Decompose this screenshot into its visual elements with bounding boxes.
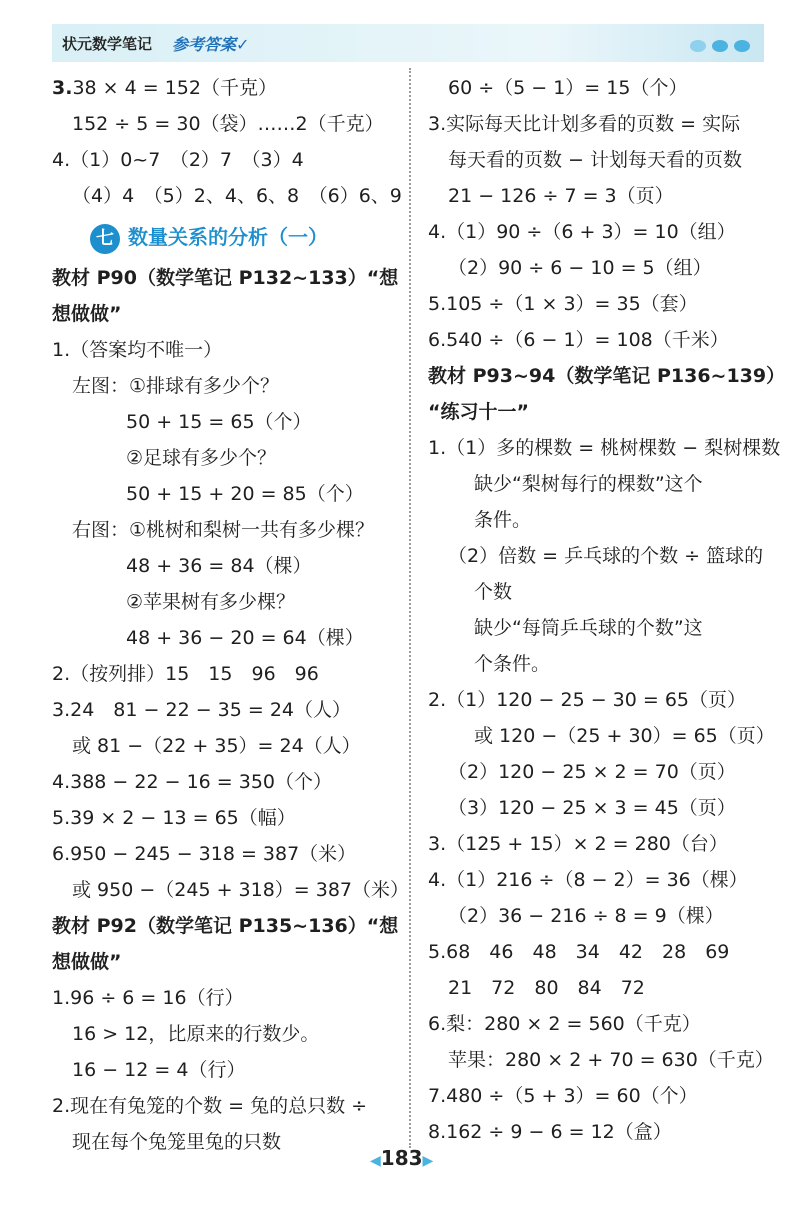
textbook-reference: “练习十一” [428, 401, 529, 423]
answer-line: 16 − 12 = 4（行） [72, 1059, 246, 1081]
answer-line: 右图：①桃树和梨树一共有多少棵？ [72, 519, 375, 541]
answer-line: 6.梨：280 × 2 = 560（千克） [428, 1013, 701, 1035]
page-number: ◀183▶ [370, 1146, 434, 1170]
textbook-reference: 教材 P93~94（数学笔记 P136~139） [428, 365, 786, 387]
answer-line: 5.39 × 2 − 13 = 65（幅） [52, 807, 296, 829]
answer-line: 6.540 ÷（6 − 1）= 108（千米） [428, 329, 729, 351]
answer-line: 7.480 ÷（5 + 3）= 60（个） [428, 1085, 698, 1107]
answer-line: 50 + 15 = 65（个） [126, 411, 312, 433]
answer-line: 个条件。 [474, 653, 551, 675]
answer-line: （2）120 − 25 × 2 = 70（页） [448, 761, 736, 783]
answer-line: 或 950 −（245 + 318）= 387（米） [72, 879, 410, 901]
answer-line: 缺少“每筒乒乓球的个数”这 [474, 617, 703, 639]
textbook-reference: 教材 P90（数学笔记 P132~133）“想 [52, 267, 399, 289]
answer-line: 3.实际每天比计划多看的页数 = 实际 [428, 113, 741, 135]
textbook-reference: 教材 P92（数学笔记 P135~136）“想 [52, 915, 399, 937]
answer-line: 2.现在有兔笼的个数 = 兔的总只数 ÷ [52, 1095, 368, 1117]
answer-label: 参考答案✓ [172, 35, 250, 54]
page-header [52, 24, 764, 62]
answer-line: 21 − 126 ÷ 7 = 3（页） [448, 185, 674, 207]
answer-line: 1.96 ÷ 6 = 16（行） [52, 987, 244, 1009]
answer-line: 2.（按列排）15 15 96 96 [52, 663, 319, 685]
answer-line: 4.388 − 22 − 16 = 350（个） [52, 771, 333, 793]
answer-line: （2）倍数 = 乒乓球的个数 ÷ 篮球的 [448, 545, 764, 567]
column-divider [409, 68, 411, 1148]
answer-line: 6.950 − 245 − 318 = 387（米） [52, 843, 357, 865]
answer-line: 个数 [474, 581, 513, 603]
answer-line: （4）4 （5）2、4、6、8 （6）6、9 [72, 185, 402, 207]
answer-line: 50 + 15 + 20 = 85（个） [126, 483, 364, 505]
answer-line: 条件。 [474, 509, 532, 531]
answer-line: 苹果：280 × 2 + 70 = 630（千克） [448, 1049, 774, 1071]
answer-line: 1.（1）多的棵数 = 桃树棵数 − 梨树棵数 [428, 437, 781, 459]
right-column [428, 70, 786, 1150]
answer-line: 3.38 × 4 = 152（千克） [52, 77, 277, 99]
decorative-dots [684, 37, 750, 56]
answer-line: 现在每个兔笼里兔的只数 [72, 1131, 282, 1153]
answer-line: 或 81 −（22 + 35）= 24（人） [72, 735, 361, 757]
answer-line: ②苹果树有多少棵？ [126, 591, 296, 613]
left-column [52, 70, 410, 1160]
answer-line: 1.（答案均不唯一） [52, 339, 223, 361]
section-number-badge: 七 [90, 224, 120, 254]
answer-line: 5.105 ÷（1 × 3）= 35（套） [428, 293, 698, 315]
answer-line: 3.24 81 − 22 − 35 = 24（人） [52, 699, 352, 721]
section-title: 七 数量关系的分析（一） [52, 214, 402, 260]
answer-line: 48 + 36 − 20 = 64（棵） [126, 627, 364, 649]
answer-line: （3）120 − 25 × 3 = 45（页） [448, 797, 736, 819]
answer-line: 5.68 46 48 34 42 28 69 [428, 941, 730, 963]
answer-line: 152 ÷ 5 = 30（袋）……2（千克） [72, 113, 384, 135]
brand-title: 状元数学笔记 [62, 35, 153, 53]
answer-line: 8.162 ÷ 9 − 6 = 12（盒） [428, 1121, 672, 1143]
answer-line: 4.（1）0~7 （2）7 （3）4 [52, 149, 304, 171]
answer-line: 16 > 12，比原来的行数少。 [72, 1023, 320, 1045]
answer-line: 或 120 −（25 + 30）= 65（页） [474, 725, 775, 747]
answer-line: 4.（1）90 ÷（6 + 3）= 10（组） [428, 221, 736, 243]
left-arrow-icon: ◀ [370, 1153, 381, 1169]
answer-line: ②足球有多少个？ [126, 447, 277, 469]
answer-line: 2.（1）120 − 25 − 30 = 65（页） [428, 689, 747, 711]
right-arrow-icon: ▶ [422, 1153, 434, 1169]
answer-line: 21 72 80 84 72 [448, 977, 645, 999]
answer-line: 60 ÷（5 − 1）= 15（个） [448, 77, 688, 99]
answer-line: 每天看的页数 − 计划每天看的页数 [448, 149, 742, 171]
answer-line: （2）90 ÷ 6 − 10 = 5（组） [448, 257, 712, 279]
answer-line: 缺少“梨树每行的棵数”这个 [474, 473, 703, 495]
answer-line: 4.（1）216 ÷（8 − 2）= 36（棵） [428, 869, 748, 891]
textbook-reference: 想做做” [52, 951, 122, 973]
answer-line: 3.（125 + 15）× 2 = 280（台） [428, 833, 728, 855]
answer-line: 左图：①排球有多少个？ [72, 375, 280, 397]
answer-line: （2）36 − 216 ÷ 8 = 9（棵） [448, 905, 724, 927]
textbook-reference: 想做做” [52, 303, 122, 325]
answer-line: 48 + 36 = 84（棵） [126, 555, 312, 577]
